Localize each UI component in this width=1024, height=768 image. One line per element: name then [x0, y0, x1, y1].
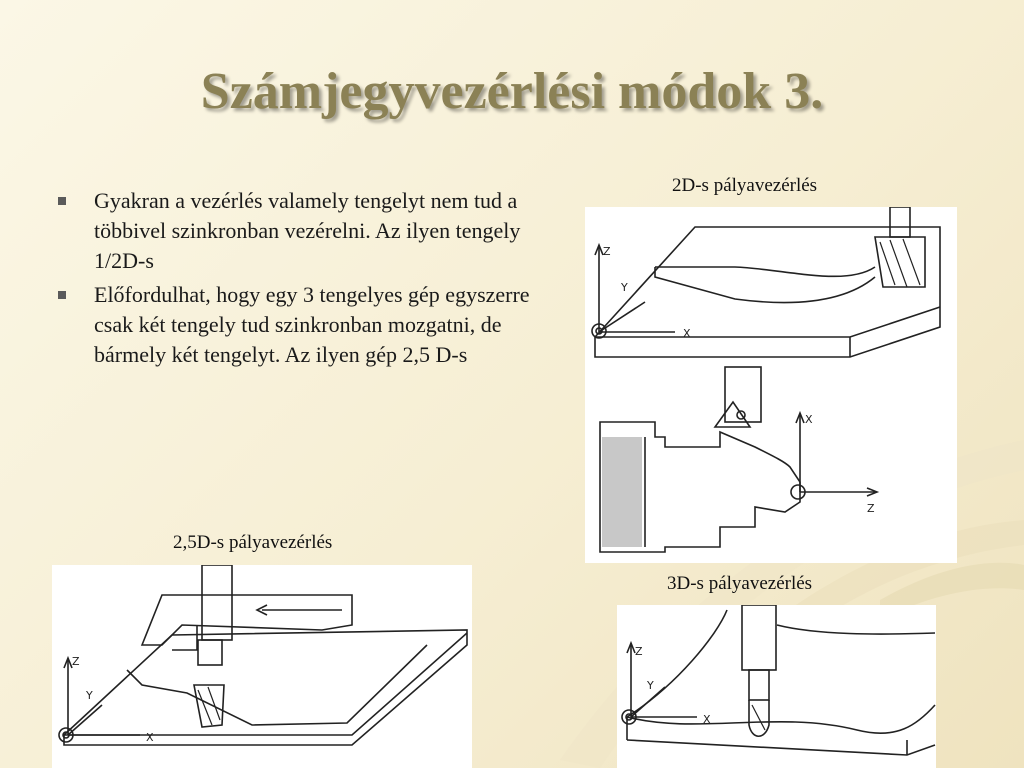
bullet-list [58, 186, 538, 374]
square-bullet-icon [58, 197, 66, 205]
axis-label-x: X [146, 731, 154, 744]
axis-label-y: Y [647, 679, 654, 692]
caption-2d: 2D-s pályavezérlés [672, 175, 818, 196]
caption-3d: 3D-s pályavezérlés [667, 573, 813, 594]
caption-25d: 2,5D-s pályavezérlés [173, 532, 333, 553]
bullet-item [58, 280, 538, 370]
axis-label-z: Z [72, 655, 80, 668]
bullet-item [58, 186, 538, 276]
milling-3d-drawing [617, 605, 936, 768]
milling-2d-drawing [585, 207, 957, 563]
axis-label-z: Z [635, 645, 643, 658]
lathe-axis-label-x: X [805, 413, 813, 426]
bullet-text: Előfordulhat, hogy egy 3 tengelyes gép egyszerre csak két tengely tud szinkronban mozgatni, de bármely két tengelyt. Az ilyen gép 2,5 D-s [94, 282, 530, 367]
square-bullet-icon [58, 291, 66, 299]
bullet-text: Gyakran a vezérlés valamely tengelyt nem tud a többivel szinkronban vezérelni. Az ilyen tengely 1/2D-s [94, 188, 521, 273]
milling-25d-drawing [52, 565, 472, 768]
slide-title: Számjegyvezérlési módok 3. [200, 63, 824, 120]
axis-label-y: Y [86, 689, 93, 702]
axis-label-y: Y [621, 281, 628, 294]
lathe-axis-label-z: Z [867, 502, 875, 515]
axis-label-x: X [683, 327, 691, 340]
figure-3d-path-control [617, 605, 936, 768]
figure-2d-path-control [585, 207, 957, 563]
axis-label-z: Z [603, 245, 611, 258]
axis-label-x: X [703, 713, 711, 726]
figure-25d-path-control [52, 565, 472, 768]
